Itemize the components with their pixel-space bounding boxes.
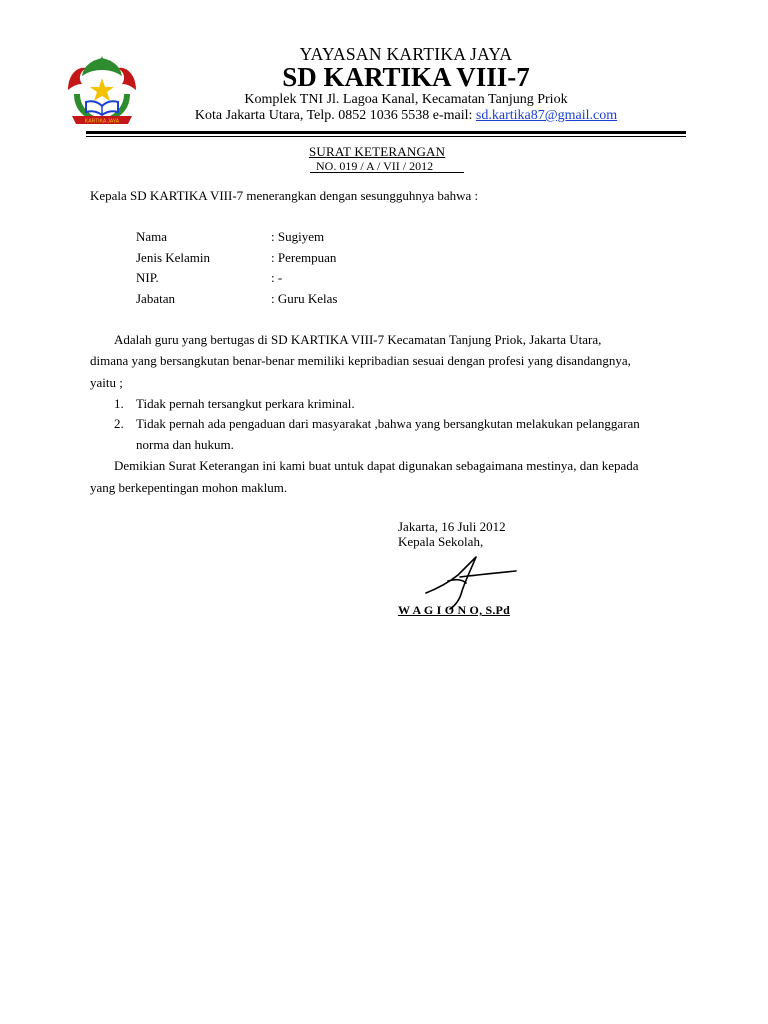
header-rule-thin: [86, 136, 686, 137]
point-text: Tidak pernah tersangkut perkara kriminal.: [136, 396, 355, 411]
field-label: Jabatan: [136, 291, 175, 306]
school-address: Komplek TNI Jl. Lagoa Kanal, Kecamatan Tanjung Priok: [244, 92, 568, 107]
body-line: Adalah guru yang bertugas di SD KARTIKA VIII-7 Kecamatan Tanjung Priok, Jakarta Utara,: [114, 332, 602, 347]
field-label: Nama: [136, 229, 168, 244]
field-label: Jenis Kelamin: [136, 250, 211, 265]
closing-line: Demikian Surat Keterangan ini kami buat untuk dapat digunakan sebagaimana mestinya, dan kepada: [114, 458, 639, 473]
field-value: : Sugiyem: [271, 229, 325, 244]
point-number: 1.: [114, 396, 124, 411]
closing-line: yang berkepentingan mohon maklum.: [90, 480, 288, 495]
svg-text:KARTIKA JAYA: KARTIKA JAYA: [84, 118, 120, 125]
school-contact: [0, 108, 768, 124]
field-label: NIP.: [136, 270, 159, 285]
letter-title: SURAT KETERANGAN: [309, 144, 446, 159]
point-number: 2.: [114, 416, 124, 431]
contact-text: Kota Jakarta Utara, Telp. 0852 1036 5538 e-mail:: [194, 108, 476, 123]
opening-sentence: Kepala SD KARTIKA VIII-7 menerangkan dengan sesungguhnya bahwa :: [90, 188, 479, 203]
header-rule-thick: [86, 131, 686, 134]
signer-name: W A G I O N O, S.Pd: [398, 603, 510, 617]
foundation-name: YAYASAN KARTIKA JAYA: [299, 44, 513, 64]
school-name: SD KARTIKA VIII-7: [282, 62, 530, 92]
signer-title: Kepala Sekolah,: [398, 534, 484, 549]
body-line: yaitu ;: [90, 375, 123, 390]
field-value: : Guru Kelas: [271, 291, 338, 306]
letter-number: NO. 019 / A / VII / 2012: [316, 159, 434, 173]
body-line: dimana yang bersangkutan benar-benar memiliki kepribadian sesuai dengan profesi yang disandangnya,: [90, 353, 631, 368]
field-value: : -: [271, 270, 283, 285]
point-text: Tidak pernah ada pengaduan dari masyarakat ,bahwa yang bersangkutan melakukan pelanggaran: [136, 416, 640, 431]
field-value: : Perempuan: [271, 250, 337, 265]
place-date: Jakarta, 16 Juli 2012: [398, 519, 506, 534]
email-link[interactable]: sd.kartika87@gmail.com: [475, 108, 618, 123]
number-rule: [310, 172, 464, 173]
point-text-continued: norma dan hukum.: [136, 437, 234, 452]
